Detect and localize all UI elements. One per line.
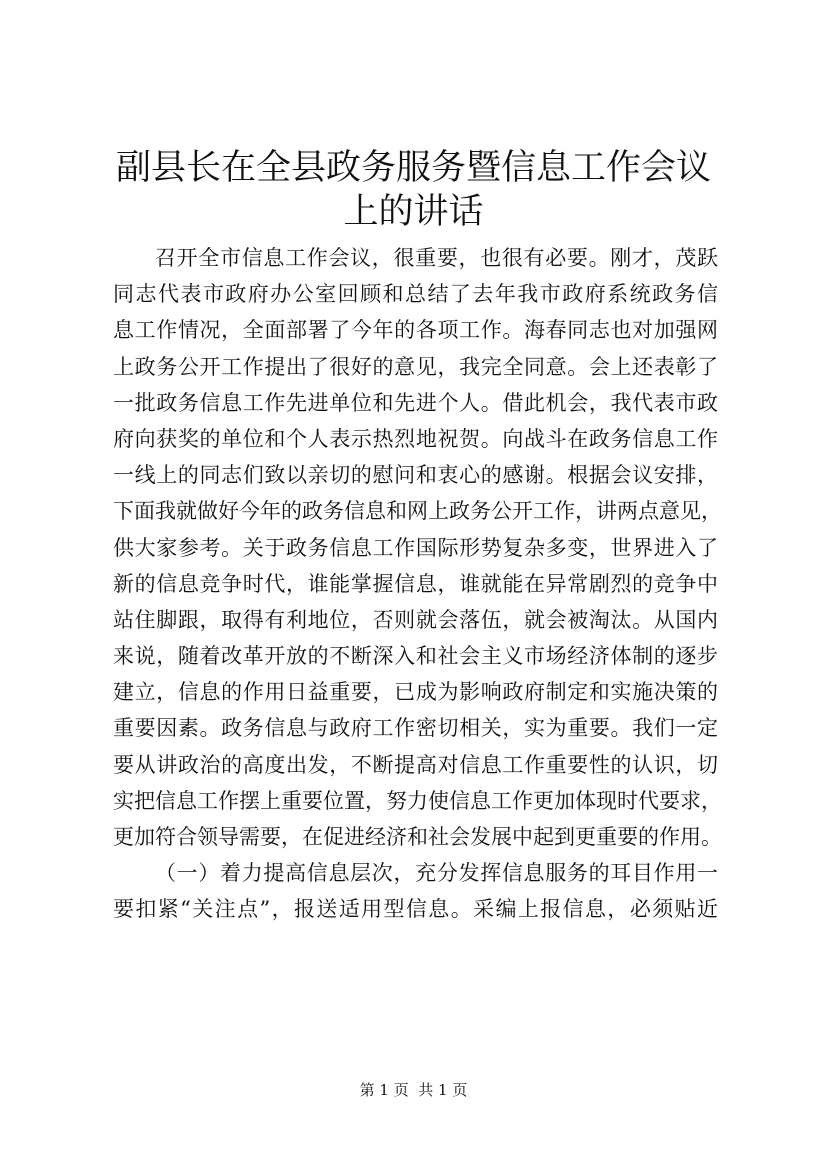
paragraph-2: [113, 855, 718, 927]
paragraph-line: 重要因素。政务信息与政府工作密切相关，实为重要。我们一定: [113, 716, 718, 741]
paragraph-line: 一线上的同志们致以亲切的慰问和衷心的感谢。根据会议安排，: [113, 463, 718, 488]
paragraph-line: 上政务公开工作提出了很好的意见，我完全同意。会上还表彰了: [113, 354, 718, 379]
paragraph-line: 要扣紧“关注点”，报送适用型信息。采编上报信息，必须贴近: [113, 897, 718, 922]
paragraph-line: 召开全市信息工作会议，很重要，也很有必要。刚才，茂跃: [155, 246, 718, 270]
paragraph-line: 实把信息工作摆上重要位置，努力使信息工作更加体现时代要求，: [113, 788, 722, 813]
paragraph-line: （一）着力提高信息层次，充分发挥信息服务的耳目作用一: [155, 861, 718, 886]
paragraph-line: 要从讲政治的高度出发，不断提高对信息工作重要性的认识，切: [113, 752, 718, 777]
paragraph-line: 更加符合领导需要，在促进经济和社会发展中起到更重要的作用。: [113, 825, 722, 849]
paragraph-line: 新的信息竞争时代，谁能掌握信息，谁就能在异常剧烈的竞争中: [113, 571, 718, 596]
paragraph-line: 建立，信息的作用日益重要，已成为影响政府制定和实施决策的: [113, 680, 718, 705]
document-title: 副县长在全县政务服务暨信息工作会议上的讲话: [115, 148, 711, 232]
paragraph-line: 府向获奖的单位和个人表示热烈地祝贺。向战斗在政务信息工作: [113, 426, 718, 451]
paragraph-1: [113, 240, 722, 855]
paragraph-line: 同志代表市政府办公室回顾和总结了去年我市政府系统政务信: [113, 282, 718, 307]
paragraph-line: 站住脚跟，取得有利地位，否则就会落伍，就会被淘汰。从国内: [113, 607, 718, 632]
page-footer: 第 1 页 共 1 页: [359, 1081, 468, 1099]
paragraph-line: 一批政务信息工作先进单位和先进个人。借此机会，我代表市政: [113, 390, 718, 415]
paragraph-line: 息工作情况，全面部署了今年的各项工作。海春同志也对加强网: [113, 318, 718, 343]
document-body: [113, 240, 722, 928]
paragraph-line: 供大家参考。关于政务信息工作国际形势复杂多变，世界进入了: [113, 535, 718, 560]
paragraph-line: 来说，随着改革开放的不断深入和社会主义市场经济体制的逐步: [113, 644, 718, 669]
paragraph-line: 下面我就做好今年的政务信息和网上政务公开工作，讲两点意见，: [113, 499, 722, 524]
